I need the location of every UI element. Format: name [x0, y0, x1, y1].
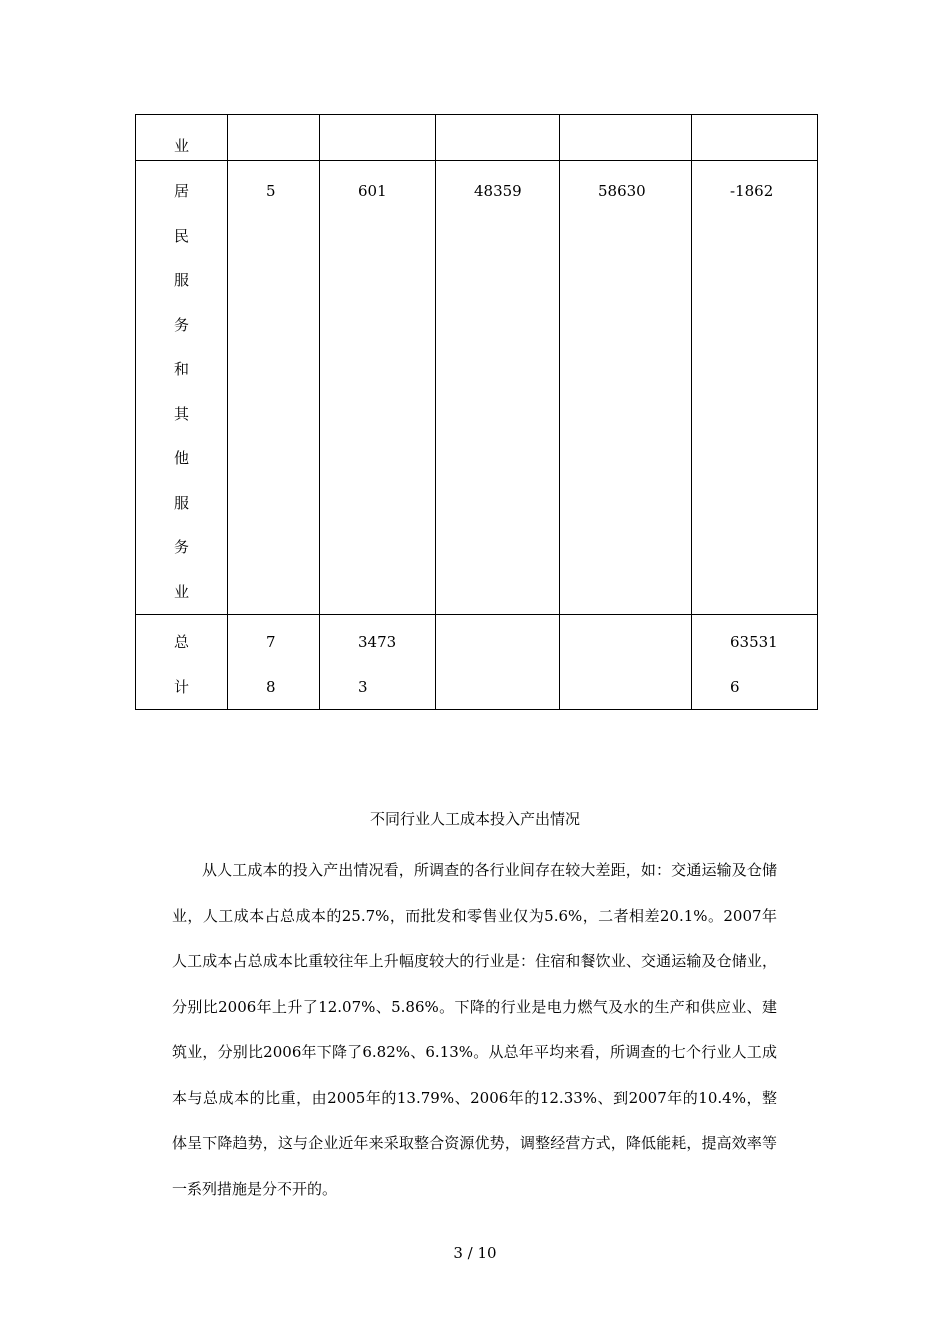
table-cell	[320, 161, 436, 615]
cell-value: 3473	[358, 633, 397, 651]
cell-value: 7	[266, 633, 276, 651]
label-char: 业	[174, 582, 190, 601]
cell-value: 601	[358, 182, 387, 200]
label-char: 居	[174, 182, 190, 200]
table-cell	[560, 161, 692, 615]
label-char: 计	[174, 677, 190, 696]
table-cell	[228, 115, 320, 161]
label-char: 务	[174, 315, 190, 334]
cell-value: 8	[266, 677, 276, 696]
table-cell	[560, 115, 692, 161]
industry-label-cell	[136, 161, 228, 615]
cell-value	[474, 620, 559, 665]
industry-label-cell	[136, 115, 228, 161]
cell-value: 5	[266, 182, 276, 200]
label-char: 和	[174, 360, 190, 378]
cell-value: 6	[730, 677, 740, 696]
label-char: 民	[174, 226, 190, 245]
cell-value: -1862	[730, 182, 774, 200]
table-cell	[436, 615, 560, 710]
industry-label	[136, 161, 227, 614]
cell-value: 63531	[730, 633, 778, 651]
industry-label-cell	[136, 615, 228, 710]
table-cell	[228, 615, 320, 710]
table-row	[136, 161, 818, 615]
label-char: 总	[174, 633, 190, 651]
body-paragraph: 从人工成本的投入产出情况看，所调查的各行业间存在较大差距，如：交通运输及仓储业，人工成本占总成本的25.7%，而批发和零售业仅为5.6%，二者相差20.1%。2007年人工成本占总成本比重较往年上升幅度较大的行业是：住宿和餐饮业、交通运输及仓储业，分别比2006年上升了12.07%、5.86%。下降的行业是电力燃气及水的生产和供应业、建筑业，分别比2006年下降了6.82%、6.13%。从总年平均来看，所调查的七个行业人工成本与总成本的比重，由2005年的13.79%、2006年的12.33%、到2007年的10.4%，整体呈下降趋势，这与企业近年来采取整合资源优势，调整经营方式，降低能耗，提高效率等一系列措施是分不开的。	[172, 861, 777, 1198]
table-cell	[692, 615, 818, 710]
table-cell	[436, 161, 560, 615]
table-cell	[320, 115, 436, 161]
table-row	[136, 615, 818, 710]
table-row	[136, 115, 818, 161]
total-label	[136, 615, 227, 709]
table-cell	[228, 161, 320, 615]
table-cell	[692, 115, 818, 161]
industry-label	[136, 115, 227, 160]
label-char: 务	[174, 538, 190, 556]
table-cell	[692, 161, 818, 615]
industry-data-table	[135, 114, 818, 710]
label-char: 业	[174, 137, 190, 155]
cell-value: 58630	[598, 182, 646, 200]
cell-value: 48359	[474, 182, 522, 200]
section-caption: 不同行业人工成本投入产出情况	[369, 810, 580, 828]
cell-value	[598, 620, 691, 665]
label-char: 服	[174, 493, 190, 512]
label-char: 他	[174, 449, 190, 467]
label-char: 其	[174, 404, 190, 423]
table-cell	[560, 615, 692, 710]
label-char: 服	[174, 271, 190, 289]
table-cell	[436, 115, 560, 161]
table-cell	[320, 615, 436, 710]
cell-value: 3	[358, 677, 368, 696]
page-number: 3 / 10	[453, 1244, 497, 1262]
